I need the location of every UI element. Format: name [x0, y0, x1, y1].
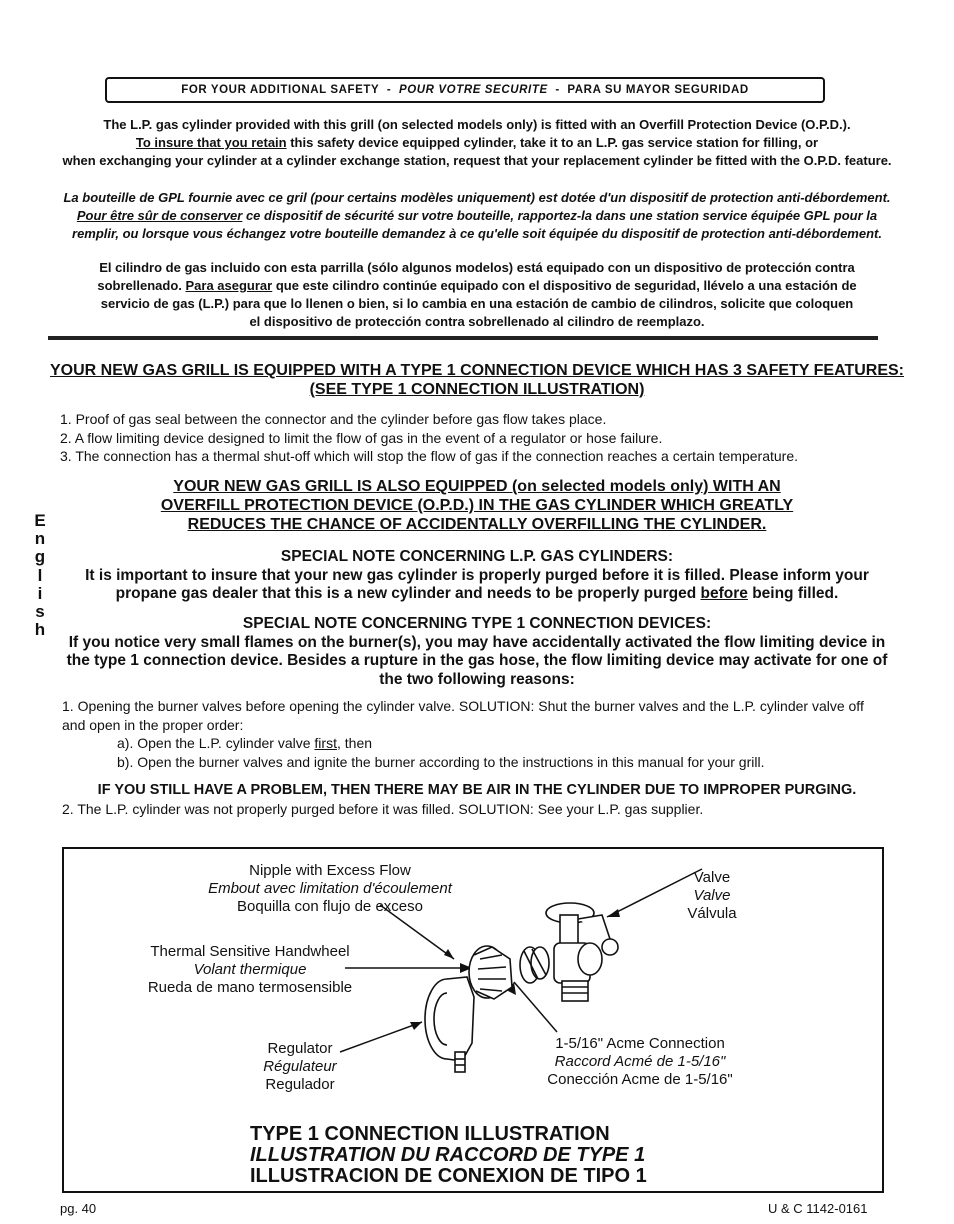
- opd-fr-underlined: Pour être sûr de conserver: [76, 208, 243, 223]
- label-fr: Valve: [693, 887, 731, 904]
- purging-warning: IF YOU STILL HAVE A PROBLEM, THEN THERE MAY BE AIR IN THE CYLINDER DUE TO IMPROPER PURGING.: [97, 782, 857, 798]
- side-letter: h: [34, 620, 46, 640]
- list-subitem: [62, 734, 922, 753]
- note-underlined: before: [700, 585, 748, 602]
- opd-fr-text: ce dispositif de sécurité sur votre bouteille, rapportez-la dans une station service équipée GPL pour la: [242, 208, 878, 223]
- banner-fr: POUR VOTRE SECURITE: [398, 84, 548, 96]
- label-en: Valve: [693, 869, 731, 886]
- label-es: Conección Acme de 1-5/16": [547, 1071, 733, 1088]
- list-item: and open in the proper order:: [62, 716, 244, 733]
- note-text: being filled.: [747, 585, 839, 602]
- subitem-text: , then: [336, 735, 373, 751]
- illustration-title: [250, 1124, 680, 1187]
- banner-en: FOR YOUR ADDITIONAL SAFETY: [181, 84, 380, 96]
- leader-valve: [607, 869, 702, 917]
- note-line: It is important to insure that your new gas cylinder is properly purged before it is filled. Please inform your: [85, 566, 869, 584]
- opd-es-text: que este cilindro continúe equipado con el dispositivo de seguridad, llévelo a una estación de: [272, 278, 857, 293]
- page-number: pg. 40: [60, 1201, 97, 1216]
- nipple-icon: [520, 947, 549, 983]
- label-en: Regulator: [267, 1040, 333, 1057]
- banner-sep: -: [555, 84, 560, 96]
- side-letter: i: [37, 583, 43, 603]
- list-item: 1. Opening the burner valves before opening the cylinder valve. SOLUTION: Shut the burner valves and the L.P. cylinder valve off: [62, 698, 864, 714]
- opd-fr-line: La bouteille de GPL fournie avec ce gril (pour certains modèles uniquement) est dotée d'un dispositif de protection anti-débordement.: [63, 190, 891, 205]
- leader-regulator: [340, 1022, 422, 1052]
- leader-nipple: [380, 905, 454, 959]
- list-item: 1. Proof of gas seal between the connector and the cylinder before gas flow takes place.: [60, 411, 607, 427]
- handwheel-icon: [469, 946, 512, 999]
- banner-sep: -: [386, 84, 392, 96]
- reason-2: 2. The L.P. cylinder was not properly purged before it was filled. SOLUTION: See your L.P. gas supplier.: [62, 801, 704, 817]
- opd-heading-line: OVERFILL PROTECTION DEVICE (O.P.D.) IN THE GAS CYLINDER WHICH GREATLY: [160, 497, 794, 514]
- note-text: propane gas dealer that this is a new cylinder and needs to be properly purged: [115, 585, 701, 602]
- opd-es-line: servicio de gas (L.P.) para que lo llenen o bien, si lo cambia en una estación de cambio de cilindros, solicite que coloquen: [100, 296, 854, 311]
- opd-paragraph-en: [40, 116, 914, 170]
- side-language-label: [33, 512, 47, 639]
- label-es: Válvula: [687, 905, 737, 922]
- illustration-title-fr: ILLUSTRATION DU RACCORD DE TYPE 1: [250, 1144, 646, 1166]
- subitem-text: a). Open the L.P. cylinder valve: [117, 735, 315, 751]
- list-item: 3. The connection has a thermal shut-off which will stop the flow of gas if the connection reaches a certain temperature.: [60, 448, 799, 464]
- regulator-icon: [425, 977, 474, 1072]
- opd-es-line: [40, 277, 914, 295]
- label-en: Thermal Sensitive Handwheel: [150, 943, 350, 960]
- opd-heading-line: YOUR NEW GAS GRILL IS ALSO EQUIPPED (on selected models only) WITH AN: [173, 478, 781, 495]
- label-es: Rueda de mano termosensible: [147, 979, 353, 996]
- opd-paragraph-es: [40, 259, 914, 331]
- label-fr: Raccord Acmé de 1-5/16": [554, 1053, 726, 1070]
- opd-es-underlined: Para asegurar: [185, 278, 273, 293]
- illustration-title-en: TYPE 1 CONNECTION ILLUSTRATION: [250, 1123, 610, 1145]
- note-line: the two following reasons:: [379, 670, 575, 688]
- features-heading-line: (SEE TYPE 1 CONNECTION ILLUSTRATION): [309, 381, 645, 398]
- label-fr: Régulateur: [263, 1058, 337, 1075]
- label-en: Nipple with Excess Flow: [249, 862, 411, 879]
- label-en: 1-5/16" Acme Connection: [555, 1035, 725, 1052]
- subitem-underlined: first: [314, 735, 337, 751]
- opd-en-line: The L.P. gas cylinder provided with this grill (on selected models only) is fitted with an Overfill Protection Device (O.P.D.).: [103, 117, 851, 132]
- safety-banner: [105, 77, 825, 103]
- document-code: U & C 1142-0161: [768, 1201, 868, 1216]
- note-line: If you notice very small flames on the burner(s), you may have accidentally activated the flow limiting device in: [68, 633, 886, 651]
- reasons-list: [62, 697, 922, 771]
- note-title: SPECIAL NOTE CONCERNING L.P. GAS CYLINDERS:: [280, 548, 674, 565]
- label-es: Regulador: [265, 1076, 335, 1093]
- note-title: SPECIAL NOTE CONCERNING TYPE 1 CONNECTION DEVICES:: [242, 615, 712, 632]
- opd-heading: [60, 477, 894, 534]
- features-heading-line: YOUR NEW GAS GRILL IS EQUIPPED WITH A TYPE 1 CONNECTION DEVICE WHICH HAS 3 SAFETY FEATURES:: [50, 362, 904, 379]
- opd-en-underlined: To insure that you retain: [135, 135, 287, 150]
- opd-es-line: el dispositivo de protección contra sobrellenado al cilindro de reemplazo.: [249, 314, 705, 329]
- illustration-title-es: ILLUSTRACION DE CONEXION DE TIPO 1: [250, 1165, 647, 1187]
- arrowhead: [607, 909, 620, 917]
- features-heading: [30, 361, 924, 399]
- leader-acme: [514, 982, 557, 1032]
- side-letter: g: [34, 547, 46, 567]
- note-line: [60, 585, 894, 604]
- opd-es-text: sobrellenado.: [97, 278, 186, 293]
- note-cylinders: [60, 548, 894, 604]
- opd-en-text: this safety device equipped cylinder, take it to an L.P. gas service station for filling, or: [286, 135, 819, 150]
- divider: [48, 336, 878, 340]
- side-letter: l: [37, 565, 43, 585]
- opd-fr-line: [40, 207, 914, 225]
- side-letter: n: [34, 529, 46, 549]
- list-item: 2. A flow limiting device designed to limit the flow of gas in the event of a regulator or hose failure.: [60, 429, 663, 446]
- opd-heading-line: REDUCES THE CHANCE OF ACCIDENTALLY OVERFILLING THE CYLINDER.: [187, 516, 767, 533]
- note-line: the type 1 connection device. Besides a rupture in the gas hose, the flow limiting device may activate for one of: [66, 652, 888, 669]
- opd-paragraph-fr: [40, 189, 914, 243]
- label-es: Boquilla con flujo de exceso: [237, 898, 423, 915]
- opd-fr-line: remplir, ou lorsque vous échangez votre bouteille demandez à ce qu'elle soit équipée du dispositif de protection anti-débordement.: [72, 226, 882, 241]
- opd-en-line: when exchanging your cylinder at a cylinder exchange station, request that your replacement cylinder be fitted with the O.P.D. feature.: [62, 153, 892, 168]
- note-type1: [55, 615, 899, 689]
- valve-icon: [546, 903, 618, 1001]
- opd-en-line: [40, 134, 914, 152]
- arrowhead: [444, 949, 454, 959]
- label-fr: Volant thermique: [193, 961, 307, 978]
- banner-es: PARA SU MAYOR SEGURIDAD: [567, 84, 749, 96]
- label-fr: Embout avec limitation d'écoulement: [208, 880, 452, 897]
- features-list: [60, 410, 920, 466]
- side-letter: E: [34, 511, 46, 530]
- opd-es-line: El cilindro de gas incluido con esta parrilla (sólo algunos modelos) está equipado con un dispositivo de protección contra: [99, 260, 855, 275]
- side-letter: s: [35, 602, 45, 622]
- list-subitem: b). Open the burner valves and ignite the burner according to the instructions in this manual for your grill.: [117, 753, 765, 770]
